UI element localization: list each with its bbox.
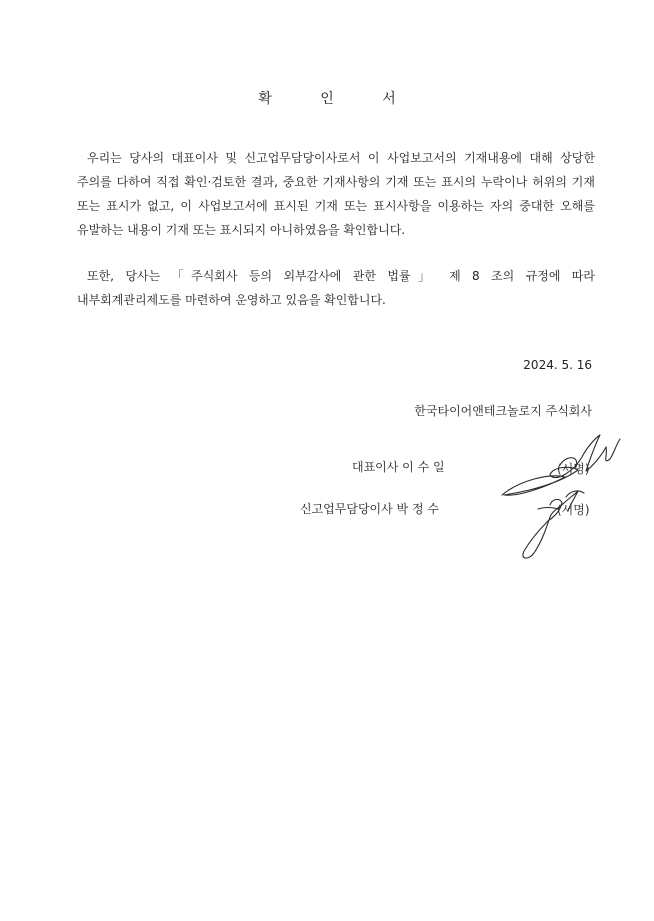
paragraph-internal-control — [77, 264, 595, 312]
signer-ceo: 대표이사 이 수 일 — [352, 460, 445, 474]
title-char-1: 확 — [258, 91, 272, 107]
paragraph-2-text: 또한, 당사는 「주식회사 등의 외부감사에 관한 법률」 제 8 조의 규정에 따라 내부회계관리제도를 마련하여 운영하고 있음을 확인합니다. — [77, 269, 595, 307]
signature-director — [523, 491, 578, 558]
seal-reporting-director: (서명) — [557, 503, 590, 517]
title-char-2: 인 — [320, 91, 334, 107]
document-date: 2024. 5. 16 — [523, 358, 592, 372]
paragraph-1-text: 우리는 당사의 대표이사 및 신고업무담당이사로서 이 사업보고서의 기재내용에 대해 상당한 주의를 다하여 직접 확인·검토한 결과, 중요한 기재사항의 기재 또는 표시의 누락이나 허위의 기재 또는 표시가 없고, 이 사업보고서에 표시된 기재 또는 표시사항을 이용하는 자의 중대한 오해를 유발하는 내용이 기재 또는 표시되지 아니하였음을 확인합니다. — [77, 151, 595, 237]
seal-ceo: (서명) — [557, 462, 590, 476]
title-char-3: 서 — [382, 91, 396, 107]
paragraph-confirmation — [77, 146, 595, 242]
company-name: 한국타이어앤테크놀로지 주식회사 — [414, 404, 592, 418]
signature-ceo — [502, 435, 620, 495]
signer-reporting-director: 신고업무담당이사 박 정 수 — [300, 502, 439, 516]
document-title — [0, 88, 654, 108]
handwritten-signatures — [490, 425, 640, 585]
